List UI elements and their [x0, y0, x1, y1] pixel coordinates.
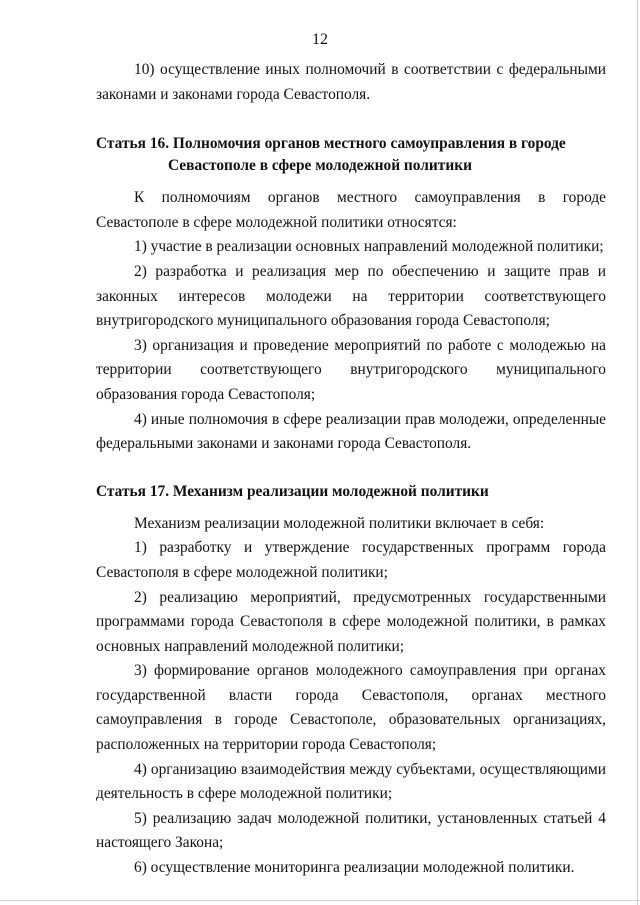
article-16-item-2: 2) разработка и реализация мер по обеспечению и защите прав и законных интересов молодежи на территории соответствующего внутригородского муниципального образования города Севастополя; — [96, 262, 606, 330]
article-16-item-3: 3) организация и проведение мероприятий по работе с молодежью на территории соответствующего внутригородского муниципального образования города Севастополя; — [96, 336, 606, 403]
article-16-heading-line2: Севастополе в сфере молодежной политики — [168, 157, 472, 175]
article-17-item-2: 2) реализацию мероприятий, предусмотренных государственными программами города Севастополя в сфере молодежной политики, в рамках основных направлений молодежной политики; — [96, 588, 606, 655]
intro-paragraph: 10) осуществление иных полномочий в соответствии с федеральными законами и законами города Севастополя. — [96, 61, 606, 103]
scan-edge-line — [637, 0, 638, 905]
article-16-heading — [96, 133, 606, 177]
article-17-item-3: 3) формирование органов молодежного самоуправления при органах государственной власти города Севастополя, органах местного самоуправления в городе Севастополе, образовательных организациях, расположенных на территории города Севастополя; — [96, 662, 606, 754]
article-17-paragraph: Механизм реализации молодежной политики включает в себя: — [134, 514, 545, 532]
scan-bottom-line — [0, 900, 640, 901]
article-16-paragraph: К полномочиям органов местного самоуправления в городе Севастополе в сфере молодежной политики относятся: — [96, 189, 606, 231]
article-16-item-1: 1) участие в реализации основных направлений молодежной политики; — [134, 238, 604, 256]
article-17-item-1: 1) разработку и утверждение государственных программ города Севастополя в сфере молодежной политики; — [96, 539, 606, 581]
page-number: 12 — [312, 31, 328, 48]
article-17-heading: Статья 17. Механизм реализации молодежной политики — [96, 482, 489, 500]
article-17-item-5: 5) реализацию задач молодежной политики, установленных статьей 4 настоящего Закона; — [96, 809, 606, 852]
article-17-item-4: 4) организацию взаимодействия между субъектами, осуществляющими деятельность в сфере молодежной политики; — [96, 760, 606, 803]
article-16-item-4: 4) иные полномочия в сфере реализации прав молодежи, определенные федеральными законами и законами города Севастополя. — [96, 410, 606, 453]
page-content — [96, 58, 606, 881]
article-17-item-6: 6) осуществление мониторинга реализации молодежной политики. — [134, 859, 575, 877]
article-16-heading-line1: Статья 16. Полномочия органов местного самоуправления в городе — [96, 135, 566, 153]
